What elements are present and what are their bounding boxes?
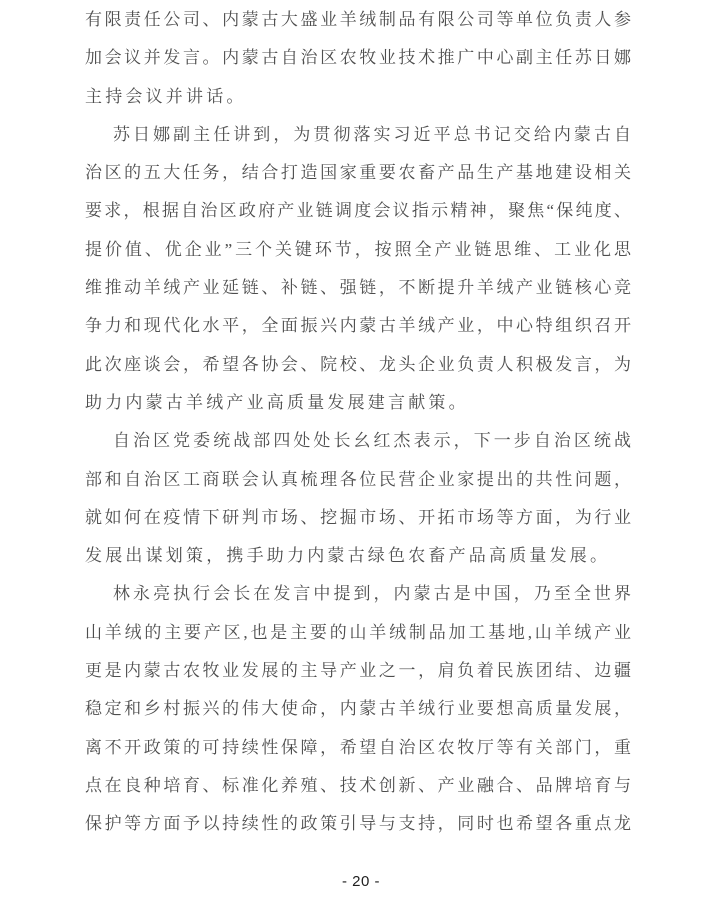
page-footer — [0, 872, 722, 892]
text-line: 更是内蒙古农牧业发展的主导产业之一，肩负着民族团结、边疆 — [85, 661, 633, 681]
text-line: 就如何在疫情下研判市场、挖掘市场、开拓市场等方面，为行业 — [85, 507, 633, 527]
text-line: 保护等方面予以持续性的政策引导与支持，同时也希望各重点龙 — [85, 814, 633, 834]
text-line: 发展出谋划策，携手助力内蒙古绿色农畜产品高质量发展。 — [85, 546, 611, 566]
text-line: 山羊绒的主要产区,也是主要的山羊绒制品加工基地,山羊绒产业 — [85, 622, 633, 642]
text-line: 有限责任公司、内蒙古大盛业羊绒制品有限公司等单位负责人参 — [85, 10, 633, 29]
page-number: - 20 - — [341, 873, 380, 890]
text-line: 此次座谈会，希望各协会、院校、龙头企业负责人积极发言，为 — [85, 354, 633, 374]
text-line: 争力和现代化水平，全面振兴内蒙古羊绒产业，中心特组织召开 — [85, 316, 633, 336]
text-line: 加会议并发言。内蒙古自治区农牧业技术推广中心副主任苏日娜 — [85, 48, 633, 68]
text-line: 离不开政策的可持续性保障，希望自治区农牧厅等有关部门，重 — [85, 737, 633, 757]
text-line: 主持会议并讲话。 — [85, 86, 247, 106]
text-line: 助力内蒙古羊绒产业高质量发展建言献策。 — [85, 392, 469, 412]
text-line: 部和自治区工商联会认真梳理各位民营企业家提出的共性问题， — [85, 469, 633, 489]
text-line: 治区的五大任务，结合打造国家重要农畜产品生产基地建设相关 — [85, 163, 633, 183]
text-line: 要求，根据自治区政府产业链调度会议指示精神，聚焦“保纯度、 — [85, 201, 633, 221]
text-line: 稳定和乡村振兴的伟大使命，内蒙古羊绒行业要想高质量发展， — [85, 699, 633, 719]
text-line: 维推动羊绒产业延链、补链、强链，不断提升羊绒产业链核心竞 — [85, 278, 633, 298]
text-line: 苏日娜副主任讲到，为贯彻落实习近平总书记交给内蒙古自 — [113, 124, 633, 144]
text-line: 点在良种培育、标准化养殖、技术创新、产业融合、品牌培育与 — [85, 775, 633, 795]
text-line: 林永亮执行会长在发言中提到，内蒙古是中国，乃至全世界 — [113, 584, 633, 604]
document-body — [85, 1, 633, 844]
text-line: 自治区党委统战部四处处长幺红杰表示，下一步自治区统战 — [113, 431, 633, 451]
text-line: 提价值、优企业”三个关键环节，按照全产业链思维、工业化思 — [85, 239, 633, 259]
